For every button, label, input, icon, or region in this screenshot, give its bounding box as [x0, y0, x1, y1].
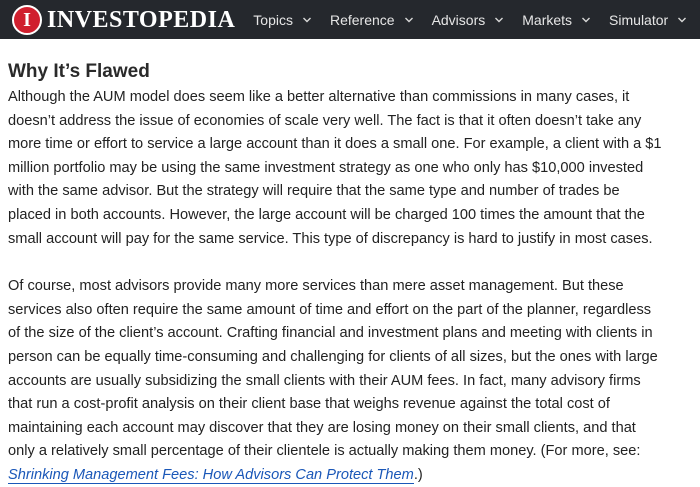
- paragraph-line: doesn’t address the issue of economies of scale very well. The fact is that it often doesn’t take any: [8, 112, 642, 129]
- nav-item-label: Reference: [329, 11, 395, 28]
- nav-item-simulator[interactable]: [609, 12, 687, 28]
- paragraph-line: Although the AUM model does seem like a better alternative than commissions in many cases, it: [8, 89, 630, 105]
- chevron-down-icon: [302, 15, 312, 25]
- chevron-down-icon: [494, 15, 504, 25]
- paragraph-line: person can be equally time-consuming and challenging for clients of all sizes, but the ones with large: [8, 348, 658, 365]
- nav-item-label: Topics: [253, 11, 293, 28]
- top-navbar: [0, 0, 700, 39]
- paragraph-line: of the size of the client’s account. Crafting financial and investment plans and meeting with clients in: [8, 325, 653, 342]
- paragraph-line: small account will pay for the same service. This type of discrepancy is hard to justify in most cases.: [8, 230, 653, 247]
- nav-item-label: Markets: [522, 11, 573, 28]
- paragraph-line: placed in both accounts. However, the large account will be charged 100 times the amount that the: [8, 206, 645, 223]
- main-nav: [253, 0, 700, 39]
- paragraph-line: million portfolio may be using the same investment strategy as one who only has $10,000 invested: [8, 159, 644, 176]
- nav-item-advisors[interactable]: [432, 12, 505, 28]
- paragraph-line: that run a cost-profit analysis on their client base that weighs revenue against the total cost of: [8, 396, 610, 413]
- related-article-link[interactable]: Shrinking Management Fees: How Advisors Can Protect Them: [8, 466, 414, 483]
- paragraph-1: [8, 86, 692, 251]
- paragraph-2: [8, 275, 692, 487]
- paragraph-line: maintaining each account may discover that they are losing money on their small clients, and that: [8, 419, 636, 436]
- paragraph-line: Of course, most advisors provide many more services than mere asset management. But these: [8, 278, 624, 295]
- paragraph-line: accounts are usually subsidizing the small clients with their AUM fees. In fact, many advisory firms: [8, 372, 641, 389]
- paragraph-line: more time or effort to service a large account than it does a small one. For example, a client with a $1: [8, 136, 662, 153]
- link-suffix: .): [413, 466, 423, 483]
- investopedia-logo-icon: I: [12, 5, 42, 35]
- nav-item-label: Advisors: [431, 11, 486, 28]
- brand-name: INVESTOPEDIA: [47, 6, 236, 33]
- section-heading: Why It’s Flawed: [8, 61, 150, 82]
- chevron-down-icon: [404, 15, 414, 25]
- paragraph-line: only a relatively small percentage of their clientele is actually making them money. (For more, see:: [8, 443, 641, 460]
- nav-item-topics[interactable]: [253, 12, 312, 28]
- paragraph-last-line: [8, 464, 692, 487]
- paragraph-line: services also often require the same amount of time and effort on the part of the planner, regardless: [8, 301, 652, 318]
- nav-item-label: Simulator: [609, 11, 669, 28]
- brand-logo-link[interactable]: [0, 0, 235, 39]
- chevron-down-icon: [677, 15, 687, 25]
- nav-item-reference[interactable]: [330, 12, 414, 28]
- paragraph-line: with the same advisor. But the strategy will require that the same type and number of trades be: [8, 183, 620, 200]
- nav-item-markets[interactable]: [522, 12, 591, 28]
- chevron-down-icon: [581, 15, 591, 25]
- article-content: [8, 60, 692, 487]
